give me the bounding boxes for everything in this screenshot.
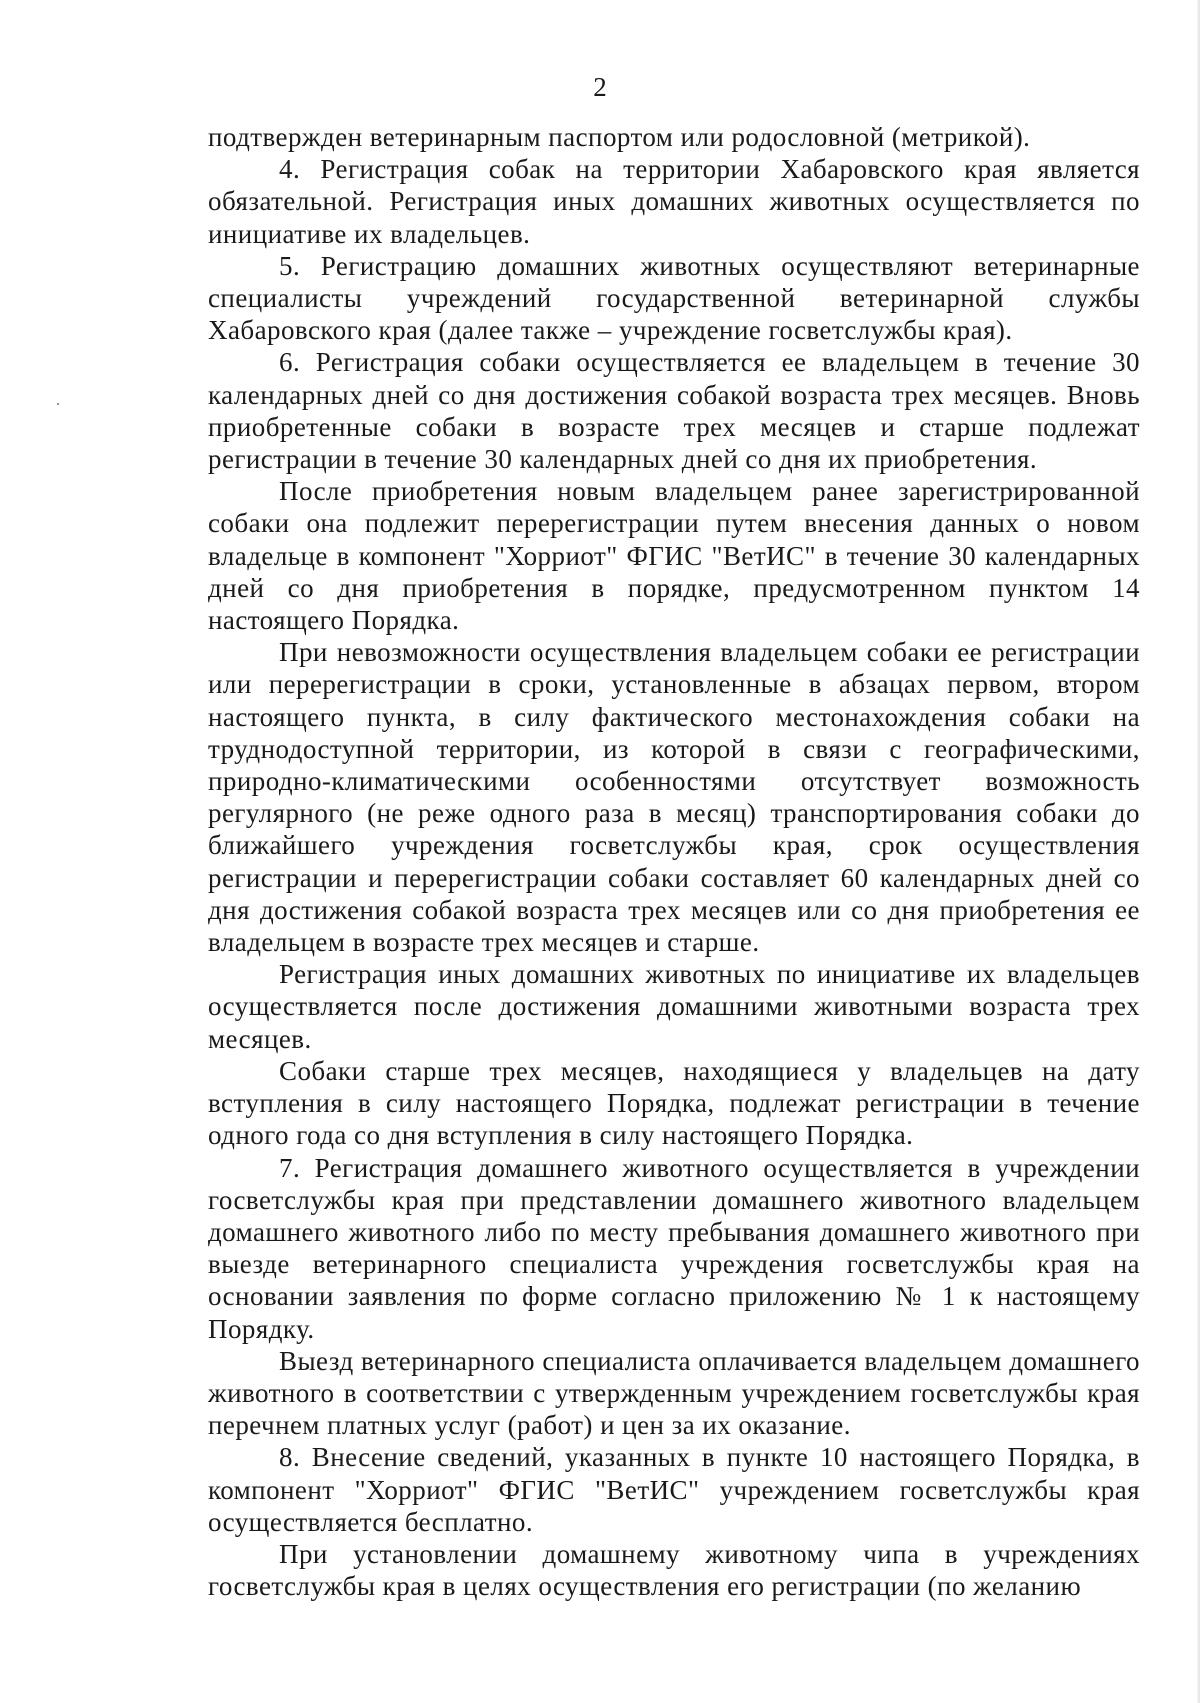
- paragraph-item-6-reregistration: После приобретения новым владельцем ранее зарегистрированной собаки она подлежит перерегистрации путем внесения данных о новом владельце в компонент "Хорриот" ФГИС "ВетИС" в течение 30 календарных дней со дня приобретения в порядке, предусмотренном пунктом 14 настоящего Порядка.: [208, 476, 1140, 636]
- paragraph-item-5: 5. Регистрацию домашних животных осуществляют ветеринарные специалисты учреждений государственной ветеринарной службы Хабаровского края (далее также – учреждение госветслужбы края).: [208, 250, 1140, 346]
- paragraph-item-6-existing-dogs: Собаки старше трех месяцев, находящиеся у владельцев на дату вступления в силу настоящего Порядка, подлежат регистрации в течение одного года со дня вступления в силу настоящего Порядка.: [208, 1055, 1140, 1151]
- paragraph-item-6-remote-territory: При невозможности осуществления владельцем собаки ее регистрации или перерегистрации в сроки, установленные в абзацах первом, втором настоящего пункта, в силу фактического местонахождения собаки на труднодоступной территории, из которой в связи с географическими, природно-климатическими особенностями отсутствует возможность регулярного (не реже одного раза в месяц) транспортирования собаки до ближайшего учреждения госветслужбы края, срок осуществления регистрации и перерегистрации собаки составляет 60 календарных дней со дня достижения собакой возраста трех месяцев или со дня приобретения ее владельцем в возрасте трех месяцев и старше.: [208, 637, 1140, 958]
- paragraph-item-8: 8. Внесение сведений, указанных в пункте 10 настоящего Порядка, в компонент "Хорриот" ФГИС "ВетИС" учреждением госветслужбы края осуществляется бесплатно.: [208, 1442, 1140, 1537]
- paragraph-item-6: 6. Регистрация собаки осуществляется ее владельцем в течение 30 календарных дней со дня достижения собакой возраста трех месяцев. Вновь приобретенные собаки в возрасте трех месяцев и старше подлежат регистрации в течение 30 календарных дней со дня их приобретения.: [208, 347, 1140, 475]
- paragraph-continuation: подтвержден ветеринарным паспортом или родословной (метрикой).: [208, 122, 1031, 152]
- paragraph-item-7: 7. Регистрация домашнего животного осуществляется в учреждении госветслужбы края при представлении домашнего животного владельцем домашнего животного либо по месту пребывания домашнего животного при выезде ветеринарного специалиста учреждения госветслужбы края на основании заявления по форме согласно приложению № 1 к настоящему Порядку.: [208, 1152, 1140, 1344]
- paragraph-item-4: 4. Регистрация собак на территории Хабаровского края является обязательной. Регистрация иных домашних животных осуществляется по инициативе их владельцев.: [208, 154, 1140, 249]
- document-body: [208, 121, 1140, 1602]
- scan-speck: [57, 403, 59, 405]
- paragraph-item-6-other-animals: Регистрация иных домашних животных по инициативе их владельцев осуществляется после достижения домашними животными возраста трех месяцев.: [208, 959, 1140, 1054]
- paragraph-item-8-chip: При установлении домашнему животному чипа в учреждениях госветслужбы края в целях осуществления его регистрации (по желанию: [208, 1538, 1140, 1602]
- page-number: 2: [593, 72, 607, 102]
- paragraph-item-7-visit-payment: Выезд ветеринарного специалиста оплачивается владельцем домашнего животного в соответствии с утвержденным учреждением госветслужбы края перечнем платных услуг (работ) и цен за их оказание.: [208, 1345, 1140, 1441]
